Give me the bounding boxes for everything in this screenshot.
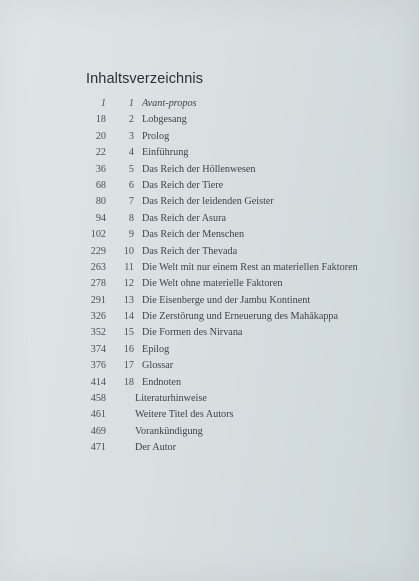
toc-page-number: 469 [90, 425, 106, 437]
toc-entry-title: Der Autor [135, 442, 177, 454]
toc-chapter-number: 8 [128, 212, 134, 224]
toc-entry [60, 129, 390, 145]
toc-entry-title: Einführung [142, 147, 189, 159]
toc-chapter-number: 16 [123, 343, 134, 355]
toc-page-number: 229 [90, 245, 106, 257]
toc-chapter-number: 6 [128, 179, 134, 191]
toc-page-number: 471 [90, 442, 106, 454]
toc-page-number: 414 [90, 376, 106, 388]
toc-page-number: 376 [90, 360, 106, 372]
toc-entry [60, 424, 390, 440]
toc-page-number: 1 [100, 98, 106, 109]
toc-page-number: 352 [90, 327, 106, 339]
toc-entry-title: Literaturhinweise [135, 393, 207, 405]
toc-entry [60, 162, 390, 178]
toc-entry [60, 391, 390, 407]
toc-entry [60, 342, 390, 358]
toc-entry [60, 276, 390, 292]
page-title: Inhaltsverzeichnis [86, 71, 204, 87]
toc-entry [60, 375, 390, 391]
toc-entry-title: Das Reich der Menschen [142, 229, 245, 241]
toc-page-number: 18 [95, 114, 106, 126]
toc-page-number: 374 [90, 343, 106, 355]
toc-page-number: 22 [95, 147, 106, 159]
toc-entry [60, 244, 390, 260]
toc-entry-title: Das Reich der Tiere [142, 179, 224, 191]
toc-entry [60, 260, 390, 276]
toc-entry-title: Die Welt mit nur einem Rest an materiellen Faktoren [142, 261, 358, 273]
toc-entry-title: Lobgesang [142, 114, 187, 126]
toc-chapter-number: 13 [123, 294, 134, 306]
toc-page-number: 326 [90, 311, 106, 323]
toc-entry-title: Vorankündigung [135, 425, 203, 437]
toc-entry [60, 96, 390, 112]
toc-page-number: 461 [90, 409, 106, 421]
toc-entry-title: Epilog [142, 343, 170, 355]
toc-chapter-number: 18 [123, 376, 134, 388]
toc-entry [60, 407, 390, 423]
toc-chapter-number: 4 [128, 147, 134, 159]
toc-entry [60, 112, 390, 128]
toc-page-number: 291 [90, 294, 106, 306]
toc-entry [60, 293, 390, 309]
toc-page-number: 278 [90, 278, 106, 290]
toc-entry [60, 227, 390, 243]
toc-entry-title: Das Reich der Thevada [142, 245, 238, 257]
toc-entry [60, 145, 390, 161]
toc-chapter-number: 9 [128, 229, 134, 241]
toc-chapter-number: 11 [124, 261, 134, 273]
toc-chapter-number: 7 [128, 196, 134, 208]
toc-entry [60, 358, 390, 374]
toc-entry-title: Endnoten [142, 376, 182, 388]
toc-chapter-number: 15 [123, 327, 134, 339]
toc-entry [60, 309, 390, 325]
toc-entry [60, 211, 390, 227]
toc-chapter-number: 10 [123, 245, 134, 257]
toc-entry-title: Glossar [142, 360, 174, 372]
toc-page-number: 36 [95, 163, 106, 175]
toc-entry-title: Das Reich der Asura [142, 212, 227, 224]
toc-chapter-number: 14 [123, 311, 134, 323]
toc-entry-title: Avant-propos [142, 98, 197, 109]
toc-page-number: 68 [95, 179, 106, 191]
toc-entry-title: Die Formen des Nirvana [142, 327, 243, 339]
toc-page-number: 80 [95, 196, 106, 208]
toc-entry-title: Die Eisenberge und der Jambu Kontinent [142, 294, 311, 306]
toc-entry-title: Weitere Titel des Autors [135, 409, 234, 421]
toc-page-number: 102 [90, 229, 106, 241]
toc-entry-title: Die Zerstörung und Erneuerung des Mahākappa [142, 311, 339, 323]
toc-entry [60, 178, 390, 194]
toc-chapter-number: 3 [128, 130, 134, 142]
toc-chapter-number: 2 [128, 114, 134, 126]
toc-chapter-number: 1 [128, 98, 134, 109]
toc-page-number: 20 [95, 130, 106, 142]
toc-entry [60, 194, 390, 210]
toc-chapter-number: 17 [123, 360, 134, 372]
toc-entry [60, 440, 390, 456]
toc-page-number: 263 [90, 261, 106, 273]
toc-entry-title: Prolog [142, 130, 170, 142]
toc-page-number: 94 [95, 212, 106, 224]
toc-entry [60, 325, 390, 341]
toc-chapter-number: 5 [128, 163, 134, 175]
toc-page-number: 458 [90, 393, 106, 405]
toc-entry-title: Die Welt ohne materielle Faktoren [142, 278, 283, 290]
toc-chapter-number: 12 [123, 278, 134, 290]
table-of-contents [60, 96, 390, 457]
toc-entry-title: Das Reich der leidenden Geister [142, 196, 274, 208]
toc-entry-title: Das Reich der Höllenwesen [142, 163, 256, 175]
